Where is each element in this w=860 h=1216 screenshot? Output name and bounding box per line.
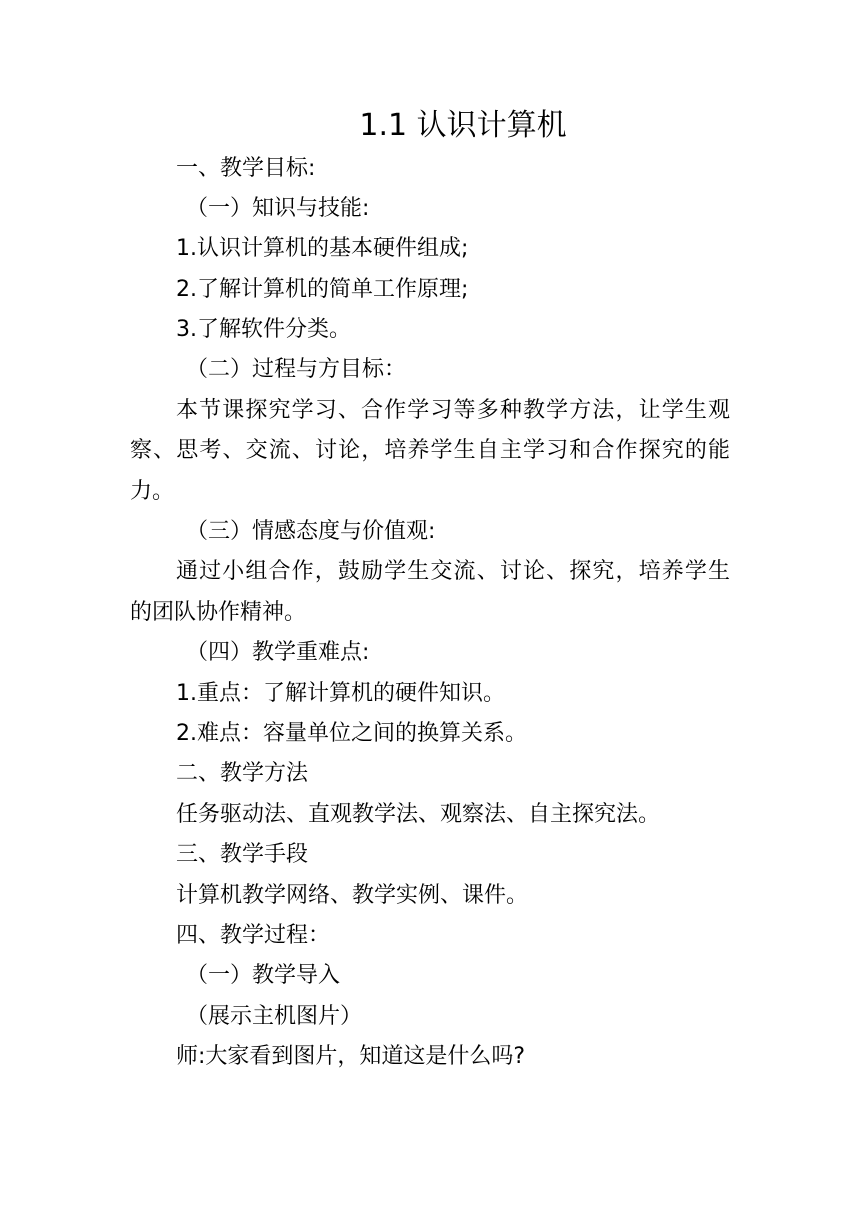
list-item: 3.了解软件分类。 bbox=[176, 317, 351, 342]
subsection-key-difficult-points: （四）教学重难点: bbox=[186, 640, 370, 665]
subsection-introduction: （一）教学导入 bbox=[186, 963, 341, 988]
paragraph-line: 通过小组合作，鼓励学生交流、讨论、探究，培养学生 bbox=[176, 559, 730, 584]
list-item: 2.难点：容量单位之间的换算关系。 bbox=[176, 721, 527, 746]
document-title: 1.1 认识计算机 bbox=[359, 108, 567, 143]
paragraph-line: 察、思考、交流、讨论，培养学生自主学习和合作探究的能 bbox=[130, 438, 730, 463]
section-heading-process: 四、教学过程： bbox=[176, 923, 331, 948]
paragraph-line: 计算机教学网络、教学实例、课件。 bbox=[176, 883, 529, 908]
list-item: 2.了解计算机的简单工作原理; bbox=[176, 277, 469, 302]
paragraph-line: 师:大家看到图片，知道这是什么吗? bbox=[176, 1044, 526, 1069]
section-heading-methods: 二、教学方法 bbox=[176, 761, 309, 786]
subsection-process-methods: （二）过程与方目标： bbox=[186, 357, 407, 382]
section-heading-objectives: 一、教学目标: bbox=[176, 156, 316, 181]
section-heading-means: 三、教学手段 bbox=[176, 842, 309, 867]
paragraph-line: 本节课探究学习、合作学习等多种教学方法，让学生观 bbox=[176, 398, 730, 423]
subsection-knowledge-skills: （一）知识与技能: bbox=[186, 196, 370, 221]
paragraph-line: 的团队协作精神。 bbox=[130, 600, 307, 625]
subsection-emotion-values: （三）情感态度与价值观: bbox=[186, 519, 436, 544]
paragraph-line: 任务驱动法、直观教学法、观察法、自主探究法。 bbox=[176, 802, 661, 827]
list-item: 1.认识计算机的基本硬件组成; bbox=[176, 236, 469, 261]
list-item: 1.重点：了解计算机的硬件知识。 bbox=[176, 681, 505, 706]
paragraph-line: （展示主机图片） bbox=[186, 1004, 363, 1029]
paragraph-line: 力。 bbox=[130, 479, 175, 504]
